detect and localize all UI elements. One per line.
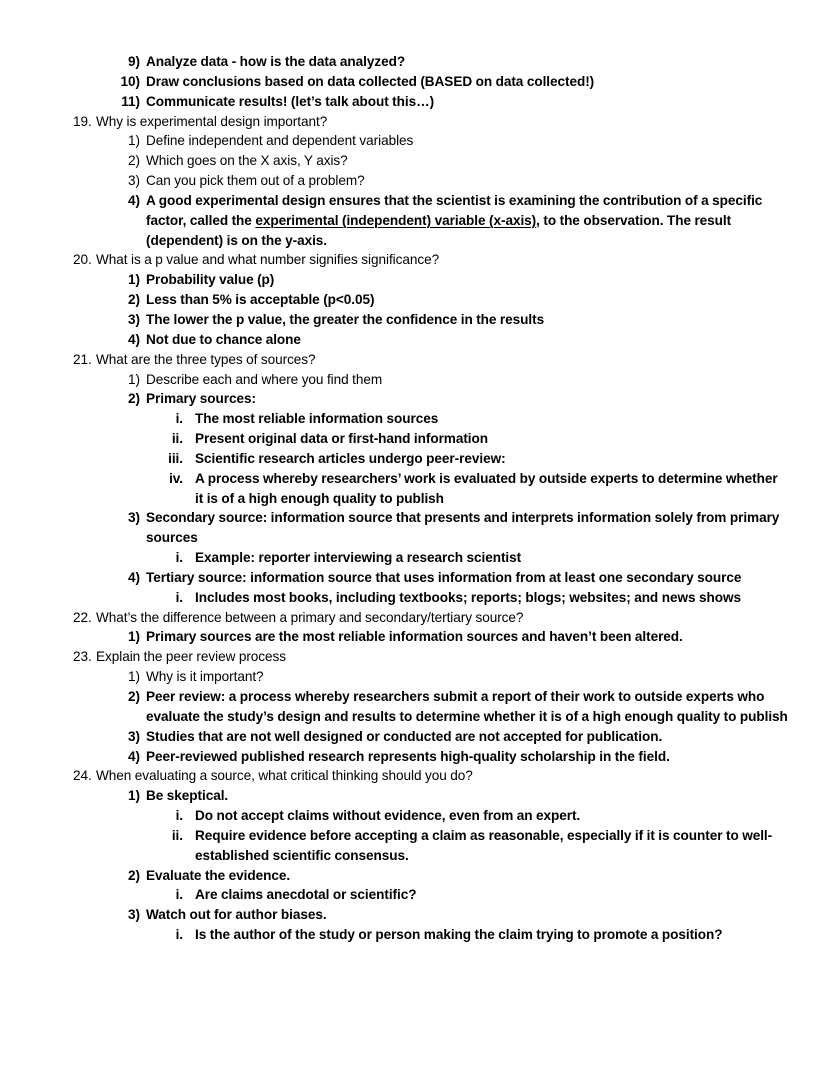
- outline-item: [73, 608, 828, 628]
- outline-item-marker: 4): [128, 331, 140, 347]
- outline-item-text: Define independent and dependent variables: [146, 133, 414, 149]
- outline-item-text: Present original data or first-hand information: [195, 431, 489, 447]
- outline-item: [73, 350, 828, 370]
- outline-item-text: Not due to chance alone: [146, 331, 301, 347]
- outline-item-marker: i.: [175, 550, 183, 566]
- outline-item: [155, 885, 828, 905]
- outline-item-marker: 9): [128, 54, 140, 69]
- outline-item: [155, 826, 828, 866]
- outline-item-text: Require evidence before accepting a claim as reasonable, especially if it is counter to well-established scientific consensus.: [195, 827, 773, 863]
- outline-item: [116, 92, 828, 112]
- outline-item-text: Studies that are not well designed or conducted are not accepted for publication.: [146, 728, 663, 744]
- outline-item: [116, 508, 828, 548]
- outline-item-marker: i.: [175, 887, 183, 903]
- outline-item: [155, 588, 828, 608]
- outline-item: [116, 747, 828, 767]
- outline-item: [116, 310, 828, 330]
- outline-item: [116, 866, 828, 886]
- outline-item: [73, 250, 828, 270]
- outline-item-text: Are claims anecdotal or scientific?: [195, 887, 417, 903]
- outline-item-marker: 22.: [73, 609, 92, 625]
- outline-item-text: Example: reporter interviewing a research scientist: [195, 550, 522, 566]
- outline-item-text: Which goes on the X axis, Y axis?: [146, 153, 348, 169]
- outline-item-text: Be skeptical.: [146, 788, 229, 804]
- outline-item-text: Primary sources:: [146, 391, 256, 407]
- outline-item-marker: i.: [175, 589, 183, 605]
- outline-item-text: Probability value (p): [146, 272, 275, 288]
- outline-item: [116, 290, 828, 310]
- outline-item: [116, 270, 828, 290]
- outline-item-text: A process whereby researchers’ work is evaluated by outside experts to determine whether it is of a high enough quality to publish: [195, 470, 778, 506]
- outline-item-marker: 3): [128, 311, 140, 327]
- outline-item: [116, 727, 828, 747]
- outline-item: [155, 449, 828, 469]
- outline-item-marker: 11): [121, 93, 140, 109]
- outline-item-marker: i.: [175, 808, 183, 824]
- outline-item-marker: 2): [128, 867, 140, 883]
- outline-item-marker: ii.: [171, 827, 183, 843]
- outline-item-text: The most reliable information sources: [195, 411, 439, 427]
- outline-item-marker: 1): [128, 272, 140, 288]
- outline-item: [116, 687, 828, 727]
- outline-item: [116, 191, 828, 251]
- outline-item-text: When evaluating a source, what critical thinking should you do?: [96, 768, 473, 784]
- outline-item-marker: 1): [128, 629, 140, 645]
- outline-item-text: What are the three types of sources?: [96, 351, 316, 367]
- outline-item-marker: 2): [128, 292, 140, 308]
- outline-item-text: Peer-reviewed published research represents high-quality scholarship in the field.: [146, 748, 670, 764]
- outline-item-text: Scientific research articles undergo peer-review:: [195, 450, 506, 466]
- outline-item-marker: 23.: [73, 649, 92, 665]
- outline-item-text: Describe each and where you find them: [146, 371, 383, 387]
- outline-item-marker: 10): [120, 73, 140, 89]
- outline-item-marker: 2): [128, 391, 140, 407]
- outline-item-text: What is a p value and what number signifies significance?: [96, 252, 440, 268]
- outline-item: [116, 330, 828, 350]
- outline-item-marker: iv.: [169, 470, 183, 486]
- outline-item: [73, 112, 828, 132]
- outline-item: [73, 766, 828, 786]
- outline-item-text: What’s the difference between a primary and secondary/tertiary source?: [96, 609, 524, 625]
- outline-item-text: Is the author of the study or person making the claim trying to promote a position?: [195, 927, 723, 943]
- outline-item-text: Less than 5% is acceptable (p<0.05): [146, 292, 375, 308]
- outline-item: [116, 568, 828, 588]
- outline-item-marker: 1): [128, 371, 140, 387]
- outline-item-text: The lower the p value, the greater the confidence in the results: [146, 311, 545, 327]
- outline-item-text: Tertiary source: information source that uses information from at least one secondary source: [146, 569, 742, 585]
- outline-item: [155, 548, 828, 568]
- outline-item-marker: 3): [128, 510, 140, 526]
- outline-item-marker: i.: [175, 411, 183, 427]
- outline-item-text: Why is experimental design important?: [96, 113, 328, 129]
- outline-item-marker: 3): [128, 907, 140, 923]
- outline-item-marker: 3): [128, 173, 140, 189]
- outline-item-text: Primary sources are the most reliable information sources and haven’t been altered.: [146, 629, 683, 645]
- outline-item: [155, 806, 828, 826]
- outline-item: [116, 171, 828, 191]
- outline-item-text: Communicate results! (let’s talk about this…): [146, 93, 435, 109]
- outline-item-marker: ii.: [171, 431, 183, 447]
- outline-item-marker: 4): [128, 192, 140, 208]
- outline-item: [73, 647, 828, 667]
- outline-item-marker: 19.: [73, 113, 92, 129]
- outline-item: [155, 429, 828, 449]
- outline-item-text: Includes most books, including textbooks; reports; blogs; websites; and news shows: [195, 589, 741, 605]
- outline-item-text: A good experimental design ensures that the scientist is examining the contribution of a specific factor, called the experimental (independent) variable (x-axis), to the observation. The result (dependent) is on the y-axis.: [146, 192, 763, 248]
- outline-item: [116, 905, 828, 925]
- outline-item-text: Do not accept claims without evidence, even from an expert.: [195, 808, 581, 824]
- outline-item: [116, 389, 828, 409]
- outline-item: [116, 151, 828, 171]
- outline-list: [0, 52, 828, 945]
- outline-item: [116, 52, 828, 72]
- outline-item: [155, 925, 828, 945]
- outline-item-marker: 24.: [73, 768, 92, 784]
- outline-item-marker: iii.: [168, 450, 183, 466]
- outline-item: [116, 667, 828, 687]
- outline-item: [116, 72, 828, 92]
- outline-item: [116, 627, 828, 647]
- outline-item-text: Can you pick them out of a problem?: [146, 173, 365, 189]
- outline-item: [116, 131, 828, 151]
- outline-item-text: Draw conclusions based on data collected (BASED on data collected!): [146, 73, 595, 89]
- outline-item: [155, 469, 828, 509]
- outline-item-text: Why is it important?: [146, 669, 264, 685]
- outline-item-marker: i.: [175, 927, 183, 943]
- outline-item-text: Evaluate the evidence.: [146, 867, 291, 883]
- outline-item-marker: 1): [128, 133, 140, 149]
- outline-item-text: Explain the peer review process: [96, 649, 287, 665]
- outline-item-marker: 4): [128, 748, 140, 764]
- outline-item: [155, 409, 828, 429]
- outline-item: [116, 370, 828, 390]
- outline-item-marker: 20.: [73, 252, 92, 268]
- outline-item-text: Watch out for author biases.: [146, 907, 327, 923]
- outline-item-marker: 1): [128, 669, 140, 685]
- outline-item-text: Peer review: a process whereby researchers submit a report of their work to outside experts who evaluate the study’s design and results to determine whether it is of a high enough quality to publish: [146, 689, 788, 724]
- outline-item-marker: 1): [128, 788, 140, 804]
- outline-item-marker: 2): [128, 153, 140, 169]
- outline-item: [116, 786, 828, 806]
- outline-item-text: Analyze data - how is the data analyzed?: [146, 54, 406, 69]
- outline-item-marker: 3): [128, 728, 140, 744]
- outline-item-text: Secondary source: information source that presents and interprets information solely from primary sources: [146, 510, 780, 546]
- outline-item-marker: 4): [128, 569, 140, 585]
- outline-item-marker: 2): [128, 689, 140, 704]
- outline-item-marker: 21.: [73, 351, 92, 367]
